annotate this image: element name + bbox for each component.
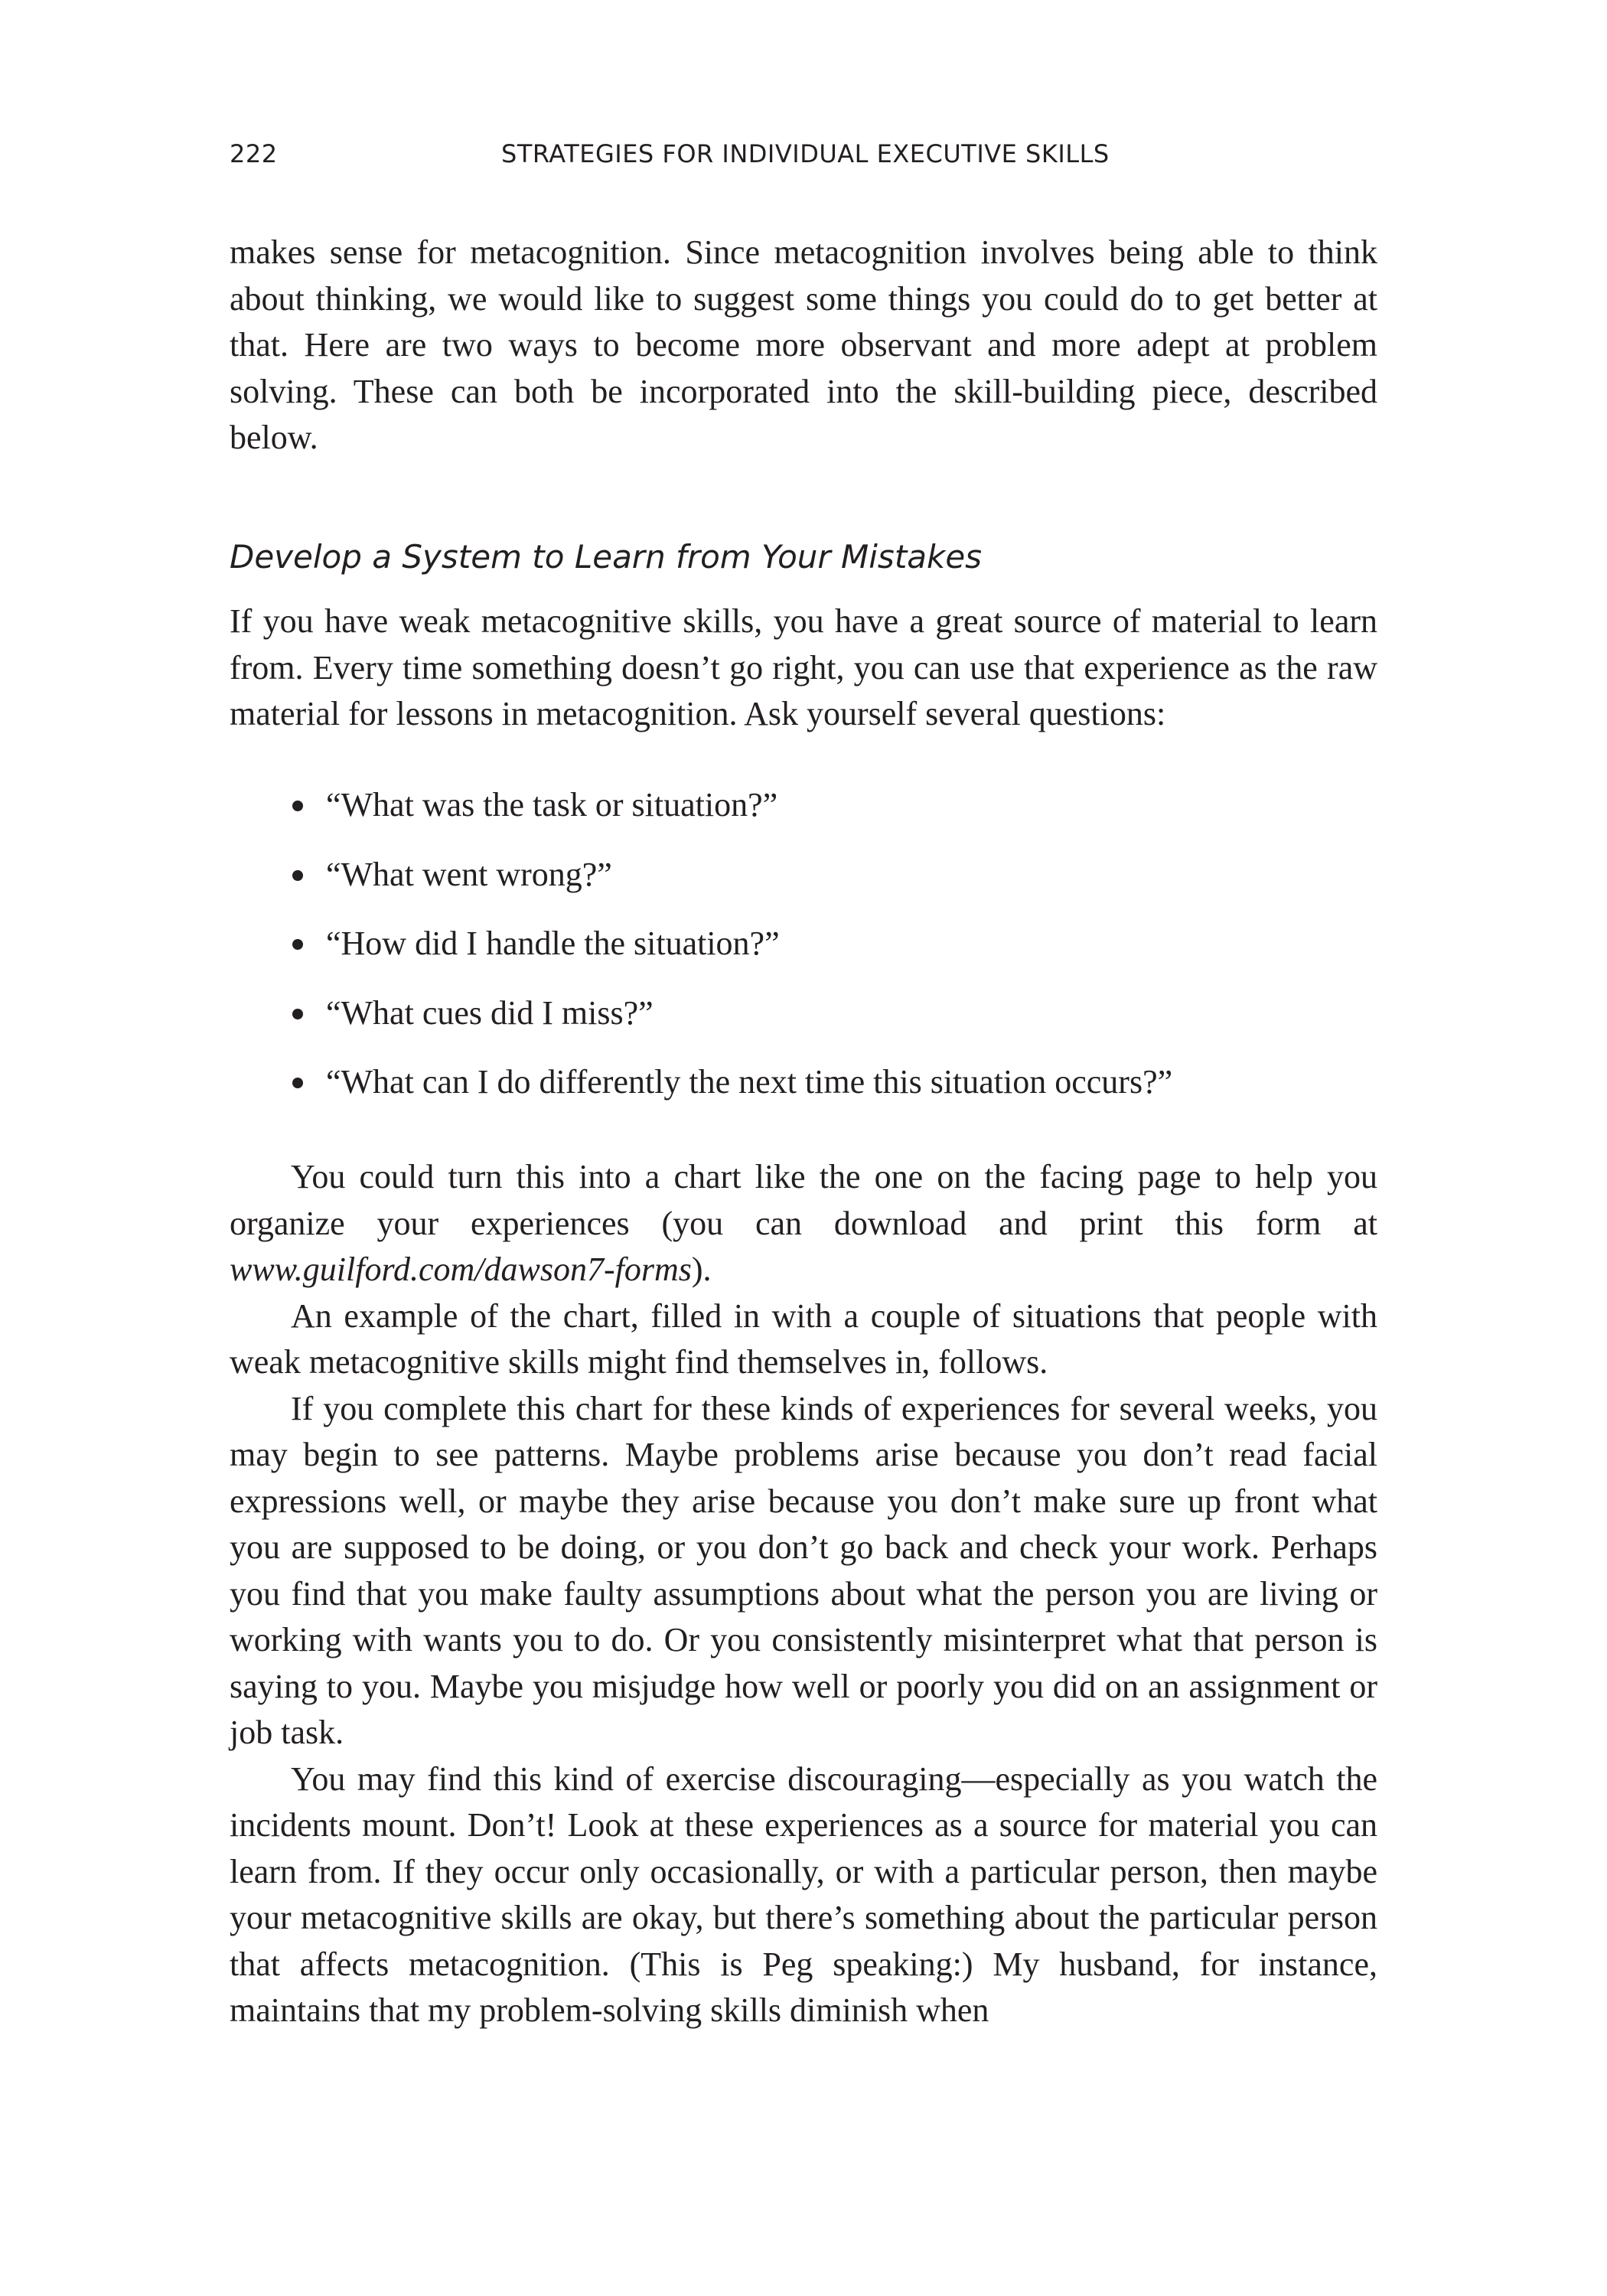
question-text: “How did I handle the situation?” [326,925,780,962]
bullet-icon [292,870,303,881]
example-paragraph: An example of the chart, filled in with a couple of situations that people with weak metacognitive skills might find themselves in, follows. [230,1296,1377,1381]
bullet-icon [292,1078,303,1088]
patterns-paragraph: If you complete this chart for these kinds of experiences for several weeks, you may begin to see patterns. Maybe problems arise because you don’t read facial expressions well, or maybe they arise because you don’t make sure up front what you are supposed to be doing, or you don’t go back and check your work. Perhaps you find that you make faulty assumptions about what the person you are living or working with wants you to do. Or you consistently misinterpret what that person is saying to you. Maybe you misjudge how well or poorly you did on an assignment or job task. [230,1389,1377,1751]
bullet-icon [292,939,303,950]
section-heading: Develop a System to Learn from Your Mistakes [230,538,983,576]
list-item [291,782,1377,852]
forms-url-link[interactable]: www.guilford.com/dawson7-forms [230,1251,692,1288]
running-title: STRATEGIES FOR INDIVIDUAL EXECUTIVE SKILLS [501,139,1110,168]
section-lead-block [230,598,1377,738]
question-text: “What can I do differently the next time this situation occurs?” [326,1063,1173,1101]
intro-paragraph: makes sense for metacognition. Since metacognition involves being able to think about thinking, we would like to suggest some things you could do to get better at that. Here are two ways to become more observant and more adept at problem solving. These can both be incorporated into the skill-building piece, described below. [230,233,1377,456]
question-text: “What was the task or situation?” [326,786,778,823]
list-item [291,921,1377,990]
continuation-block [230,1154,1377,2034]
running-head [230,136,1377,171]
question-text: “What went wrong?” [326,855,612,893]
chart-intro-paragraph [230,1154,1377,1293]
list-item [291,990,1377,1060]
question-list [291,782,1377,1129]
list-item [291,852,1377,921]
chart-intro-end-text: ). [691,1251,712,1288]
page-number: 222 [230,139,278,168]
discouraging-paragraph: You may find this kind of exercise discouraging—especially as you watch the incidents mount. Don’t! Look at these experiences as a source for material you can learn from. If they occur only occasionally, or with a particular person, then maybe your metacognitive skills are okay, but there’s something about the particular person that affects metacognition. (This is Peg speaking:) My husband, for instance, maintains that my problem-solving skills diminish when [230,1760,1377,2029]
list-item [291,1059,1377,1129]
question-text: “What cues did I miss?” [326,993,654,1032]
intro-block [230,230,1377,461]
section-lead-paragraph: If you have weak metacognitive skills, you have a great source of material to learn from. Every time something doesn’t go right, you can use that experience as the raw material for lessons in metacognition. Ask yourself several questions: [230,602,1377,732]
chart-intro-text: You could turn this into a chart like the one on the facing page to help you organize your experiences (you can download and print this form at [230,1158,1377,1242]
bullet-icon [292,1009,303,1019]
bullet-icon [292,801,303,811]
